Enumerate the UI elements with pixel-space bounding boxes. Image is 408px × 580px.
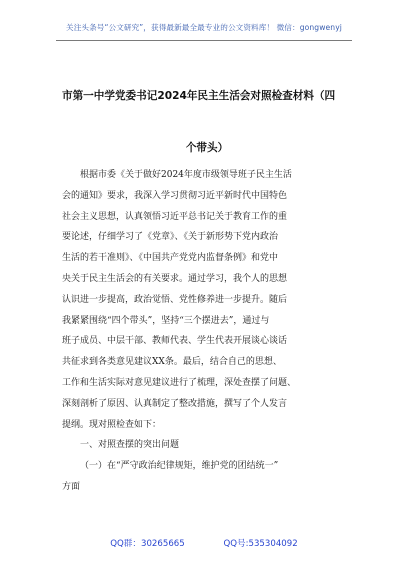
body-line: 提纲。现对照检查如下：: [62, 419, 162, 430]
body-line: 根据市委《关于做好2024年度市级领导班子民主生活: [80, 170, 292, 180]
title-line-1: 市第一中学党委书记2024年民主生活会对照检查材料（四: [62, 90, 336, 102]
body-line: 央关于民主生活会的有关要求。通过学习，我个人的思想: [62, 273, 288, 284]
header-banner: 关注头条号“公文研究”，获得最新最全最专业的公文资料库！ 微信：gongwenyj: [66, 23, 342, 32]
body-line: 社会主义思想，认真领悟习近平总书记关于教育工作的重: [62, 211, 288, 222]
footer-qq-number: QQ号:535304092: [223, 539, 298, 549]
body-line: 我紧紧围绕“四个带头”，坚持“三个摆进去”，通过与: [62, 315, 270, 326]
section-heading: 一、对照查摆的突出问题: [80, 440, 180, 451]
body-line: 深刻剖析了原因、认真制定了整改措施，撰写了个人发言: [62, 398, 288, 409]
body-line: 认识进一步提高，政治觉悟、党性修养进一步提升。随后: [62, 294, 288, 305]
title-line-2: 个带头）: [185, 142, 229, 154]
body-line: 会的通知》要求，我深入学习贯彻习近平新时代中国特色: [62, 190, 288, 201]
subsection-heading-cont: 方面: [62, 481, 81, 492]
body-line: 班子成员、中层干部、教师代表、学生代表开展谈心谈话: [62, 336, 288, 347]
footer-contact: [0, 537, 408, 549]
body-line: 工作和生活实际对意见建议进行了梳理，深处查摆了问题、: [62, 377, 297, 388]
body-line: 要论述，仔细学习了《党章》、《关于新形势下党内政治: [62, 232, 279, 243]
footer-qq-group: QQ群：30265665: [110, 539, 185, 549]
subsection-heading: （一）在“严守政治纪律规矩，维护党的团结统一”: [80, 461, 279, 472]
document-body: [62, 165, 352, 498]
header-divider: [56, 40, 352, 41]
body-line: 共征求到各类意见建议XX条。最后，结合自己的思想、: [62, 357, 282, 368]
body-line: 生活的若干准则》、《中国共产党党内监督条例》和党中: [62, 253, 279, 264]
document-title: [62, 70, 352, 174]
